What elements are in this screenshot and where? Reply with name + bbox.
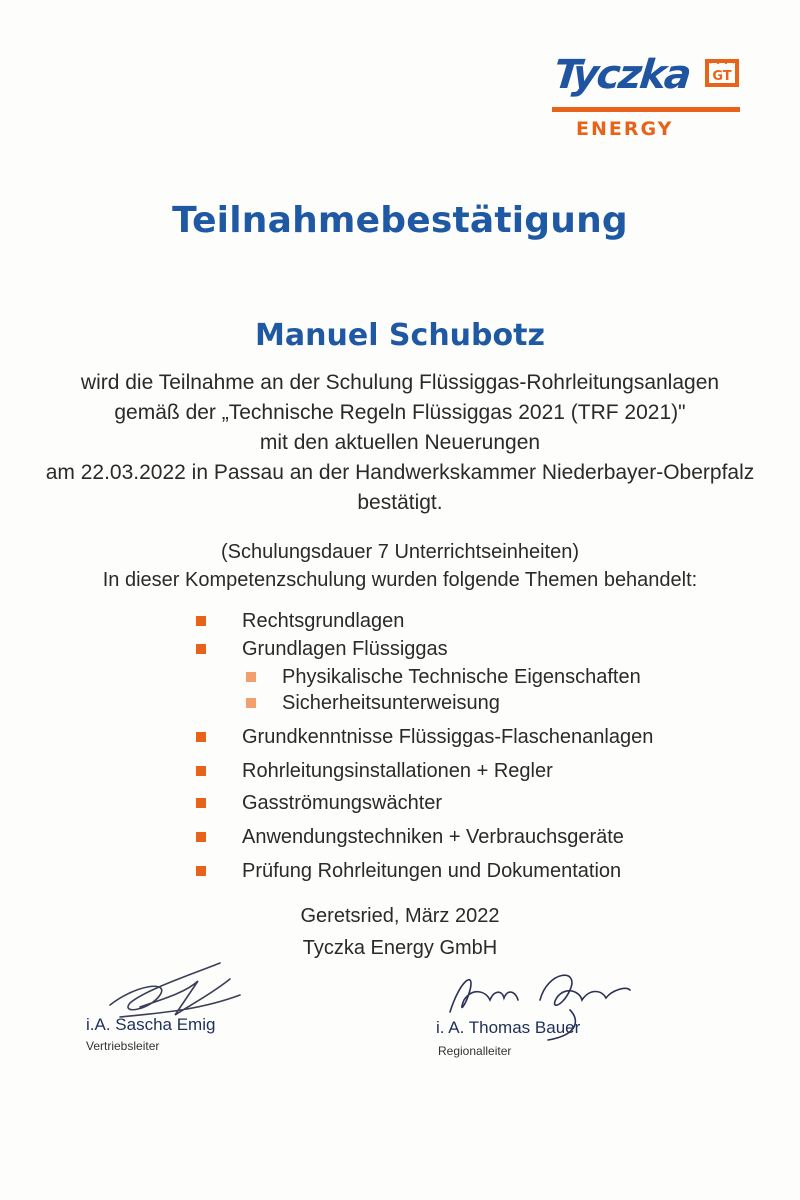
subtopic-label: Sicherheitsunterweisung xyxy=(282,692,500,714)
signature-left xyxy=(80,955,280,1065)
topic-label: Grundkenntnisse Flüssiggas-Flaschenanlagen xyxy=(242,726,654,748)
body-line: am 22.03.2022 in Passau an der Handwerkskammer Niederbayer-Oberpfalz xyxy=(45,461,755,484)
topic-label: Prüfung Rohrleitungen und Dokumentation xyxy=(242,860,622,882)
duration-text: (Schulungsdauer 7 Unterrichtseinheiten) xyxy=(221,541,579,563)
signatory-name: i.A. Sascha Emig xyxy=(86,1015,216,1034)
logo-rule xyxy=(552,107,740,112)
topic-label: Rechtsgrundlagen xyxy=(242,610,405,632)
bullet-square-icon xyxy=(196,766,206,776)
place-date: Geretsried, März 2022 xyxy=(300,905,500,927)
body-line: bestätigt. xyxy=(357,491,443,514)
recipient-name: Manuel Schubotz xyxy=(255,318,545,353)
body-line: mit den aktuellen Neuerungen xyxy=(259,431,541,454)
logo-subtitle: ENERGY xyxy=(576,118,674,140)
duration-block xyxy=(0,538,800,594)
certificate-title: Teilnahmebestätigung xyxy=(172,200,628,241)
signatory-name: i. A. Thomas Bauer xyxy=(436,1018,581,1037)
certificate-body xyxy=(0,368,800,518)
topic-label: Rohrleitungsinstallationen + Regler xyxy=(242,760,553,782)
subtopic-label: Physikalische Technische Eigenschaften xyxy=(282,666,641,688)
bullet-square-icon xyxy=(196,798,206,808)
signature-right xyxy=(430,960,650,1070)
topic-label: Grundlagen Flüssiggas xyxy=(242,638,448,660)
topics-intro: In dieser Kompetenzschulung wurden folgende Themen behandelt: xyxy=(102,569,698,591)
bullet-square-icon xyxy=(196,832,206,842)
signatory-role: Regionalleiter xyxy=(438,1044,512,1058)
bullet-square-icon xyxy=(196,732,206,742)
sub-bullet-square-icon xyxy=(246,698,256,708)
company-name: Tyczka Energy GmbH xyxy=(302,937,498,959)
topic-label: Anwendungstechniken + Verbrauchsgeräte xyxy=(242,826,624,848)
body-line: gemäß der „Technische Regeln Flüssiggas 2021 (TRF 2021)" xyxy=(114,401,686,424)
bullet-square-icon xyxy=(196,616,206,626)
body-line: wird die Teilnahme an der Schulung Flüssiggas-Rohrleitungsanlagen xyxy=(80,371,720,394)
svg-text:GT: GT xyxy=(712,69,732,84)
topic-label: Gasströmungswächter xyxy=(242,792,443,814)
bullet-square-icon xyxy=(196,644,206,654)
company-logo xyxy=(548,52,748,152)
logo-wordmark: Tyczka xyxy=(551,52,692,98)
logo-emblem-icon xyxy=(704,58,740,88)
sub-bullet-square-icon xyxy=(246,672,256,682)
bullet-square-icon xyxy=(196,866,206,876)
signatory-role: Vertriebsleiter xyxy=(86,1039,160,1053)
